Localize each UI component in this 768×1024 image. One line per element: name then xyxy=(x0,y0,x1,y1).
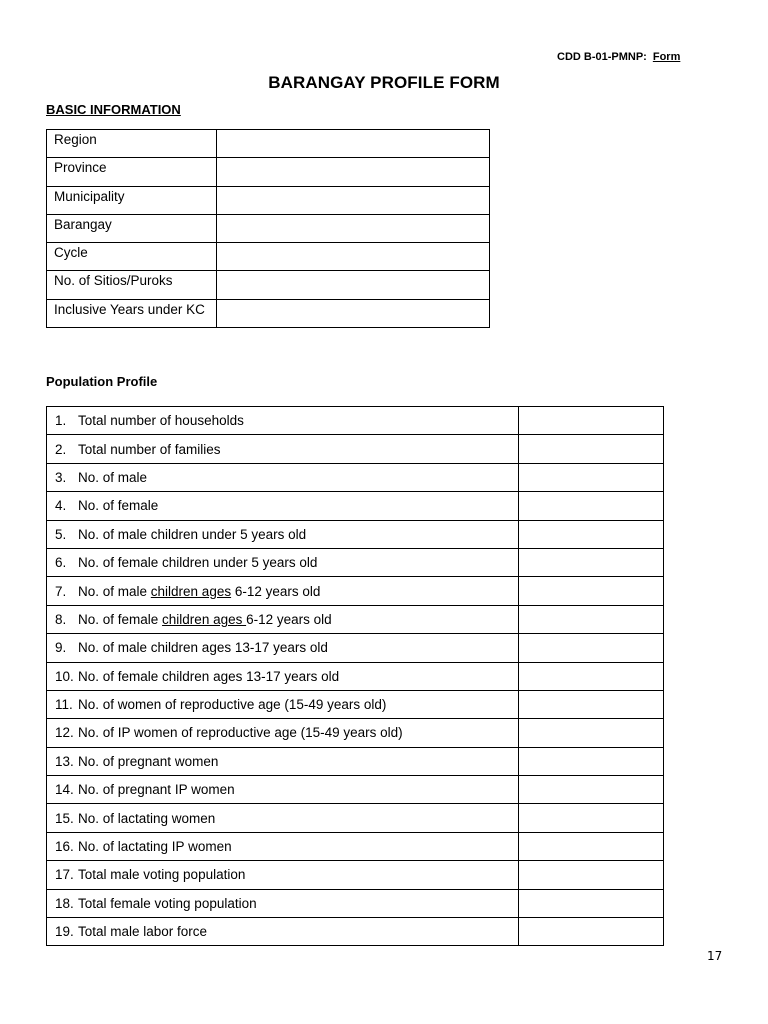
row-number: 13. xyxy=(55,753,74,769)
population-row-label xyxy=(47,889,519,917)
row-text: No. of lactating women xyxy=(78,810,216,826)
population-row xyxy=(47,861,664,889)
population-row-label xyxy=(47,492,519,520)
population-row xyxy=(47,662,664,690)
population-value-field[interactable] xyxy=(519,861,664,889)
row-text: No. of male children ages 13-17 years old xyxy=(78,640,328,656)
population-value-field[interactable] xyxy=(519,634,664,662)
population-row xyxy=(47,548,664,576)
basic-info-value-field[interactable] xyxy=(217,130,490,158)
population-row xyxy=(47,918,664,946)
row-number: 2. xyxy=(55,441,67,457)
basic-info-label: Inclusive Years under KC xyxy=(47,299,217,327)
basic-info-value-field[interactable] xyxy=(217,158,490,186)
population-value-field[interactable] xyxy=(519,719,664,747)
page-title: BARANGAY PROFILE FORM xyxy=(268,73,500,92)
population-row-label xyxy=(47,690,519,718)
population-value-field[interactable] xyxy=(519,747,664,775)
population-value-field[interactable] xyxy=(519,520,664,548)
population-value-field[interactable] xyxy=(519,832,664,860)
basic-info-row xyxy=(47,130,490,158)
basic-info-row xyxy=(47,214,490,242)
population-value-field[interactable] xyxy=(519,577,664,605)
population-row xyxy=(47,435,664,463)
row-number: 9. xyxy=(55,640,67,656)
row-text: Total male voting population xyxy=(78,867,246,883)
population-row xyxy=(47,690,664,718)
population-row xyxy=(47,889,664,917)
basic-info-value-field[interactable] xyxy=(217,299,490,327)
population-row-label xyxy=(47,776,519,804)
row-number: 11. xyxy=(55,697,73,713)
document-type-label: Form xyxy=(652,51,681,63)
population-row xyxy=(47,832,664,860)
basic-info-label: Cycle xyxy=(47,243,217,271)
population-row xyxy=(47,520,664,548)
population-row-label xyxy=(47,548,519,576)
population-row xyxy=(47,463,664,491)
population-value-field[interactable] xyxy=(519,605,664,633)
basic-info-label: Municipality xyxy=(47,186,217,214)
basic-information-table xyxy=(46,129,490,328)
row-text: Total male labor force xyxy=(78,924,208,940)
row-text: No. of lactating IP women xyxy=(78,839,232,855)
population-value-field[interactable] xyxy=(519,918,664,946)
document-code-label: CDD B-01-PMNP: xyxy=(557,51,647,63)
row-number: 15. xyxy=(55,810,74,826)
row-text-underlined: children ages xyxy=(150,583,232,599)
population-value-field[interactable] xyxy=(519,548,664,576)
row-number: 10. xyxy=(55,668,74,684)
row-text: No. of male xyxy=(78,583,151,599)
row-text: No. of pregnant women xyxy=(78,753,219,769)
population-row xyxy=(47,804,664,832)
row-text: No. of male children under 5 years old xyxy=(78,526,307,542)
population-profile-table xyxy=(46,406,664,946)
population-value-field[interactable] xyxy=(519,889,664,917)
population-row xyxy=(47,605,664,633)
population-row xyxy=(47,634,664,662)
row-text-underlined: children ages xyxy=(162,611,247,627)
row-number: 19. xyxy=(55,924,74,940)
population-row-label xyxy=(47,520,519,548)
population-profile-heading: Population Profile xyxy=(46,374,158,389)
row-number: 6. xyxy=(55,555,67,571)
population-row-label xyxy=(47,634,519,662)
basic-info-row xyxy=(47,271,490,299)
row-number: 14. xyxy=(55,782,74,798)
row-text-suffix: 6-12 years old xyxy=(231,583,321,599)
row-text: No. of female children under 5 years old xyxy=(78,555,318,571)
population-row xyxy=(47,719,664,747)
population-row-label xyxy=(47,577,519,605)
row-text: Total female voting population xyxy=(78,895,257,911)
population-row-label xyxy=(47,435,519,463)
basic-info-value-field[interactable] xyxy=(217,214,490,242)
row-number: 3. xyxy=(55,469,67,485)
population-value-field[interactable] xyxy=(519,776,664,804)
population-row-label xyxy=(47,804,519,832)
population-row-label xyxy=(47,832,519,860)
row-text: No. of women of reproductive age (15-49 years old) xyxy=(78,697,387,713)
basic-info-label: Province xyxy=(47,158,217,186)
population-value-field[interactable] xyxy=(519,407,664,435)
population-value-field[interactable] xyxy=(519,690,664,718)
row-text-suffix: 6-12 years old xyxy=(246,611,332,627)
population-value-field[interactable] xyxy=(519,492,664,520)
row-number: 8. xyxy=(55,611,67,627)
basic-information-heading: BASIC INFORMATION xyxy=(46,102,181,117)
row-number: 4. xyxy=(55,498,67,514)
row-number: 16. xyxy=(55,839,74,855)
row-text: Total number of families xyxy=(78,441,221,457)
row-text: No. of male xyxy=(78,469,148,485)
population-row-label xyxy=(47,861,519,889)
row-number: 7. xyxy=(55,583,67,599)
basic-info-row xyxy=(47,158,490,186)
population-row-label xyxy=(47,662,519,690)
row-number: 18. xyxy=(55,895,74,911)
population-row xyxy=(47,407,664,435)
population-row xyxy=(47,577,664,605)
basic-info-value-field[interactable] xyxy=(217,271,490,299)
row-text: Total number of households xyxy=(78,413,244,429)
basic-info-value-field[interactable] xyxy=(217,243,490,271)
page-number: 17 xyxy=(707,949,723,963)
population-row-label xyxy=(47,407,519,435)
basic-info-row xyxy=(47,243,490,271)
row-text: No. of pregnant IP women xyxy=(78,782,235,798)
population-row-label xyxy=(47,719,519,747)
row-text: No. of female xyxy=(78,498,159,514)
population-row-label xyxy=(47,605,519,633)
population-row-label xyxy=(47,463,519,491)
basic-info-row xyxy=(47,299,490,327)
row-text: No. of female xyxy=(78,611,163,627)
row-number: 5. xyxy=(55,526,67,542)
row-number: 17. xyxy=(55,867,74,883)
population-value-field[interactable] xyxy=(519,463,664,491)
population-row xyxy=(47,492,664,520)
basic-info-value-field[interactable] xyxy=(217,186,490,214)
population-value-field[interactable] xyxy=(519,804,664,832)
row-number: 1. xyxy=(55,413,67,429)
row-text: No. of IP women of reproductive age (15-49 years old) xyxy=(78,725,403,741)
basic-info-row xyxy=(47,186,490,214)
basic-info-label: No. of Sitios/Puroks xyxy=(47,271,217,299)
population-row xyxy=(47,747,664,775)
population-row-label xyxy=(47,918,519,946)
basic-info-label: Region xyxy=(47,130,217,158)
population-row-label xyxy=(47,747,519,775)
row-text: No. of female children ages 13-17 years old xyxy=(78,668,340,684)
population-row xyxy=(47,776,664,804)
document-code xyxy=(557,51,680,63)
basic-info-label: Barangay xyxy=(47,214,217,242)
population-value-field[interactable] xyxy=(519,662,664,690)
row-number: 12. xyxy=(55,725,74,741)
population-value-field[interactable] xyxy=(519,435,664,463)
